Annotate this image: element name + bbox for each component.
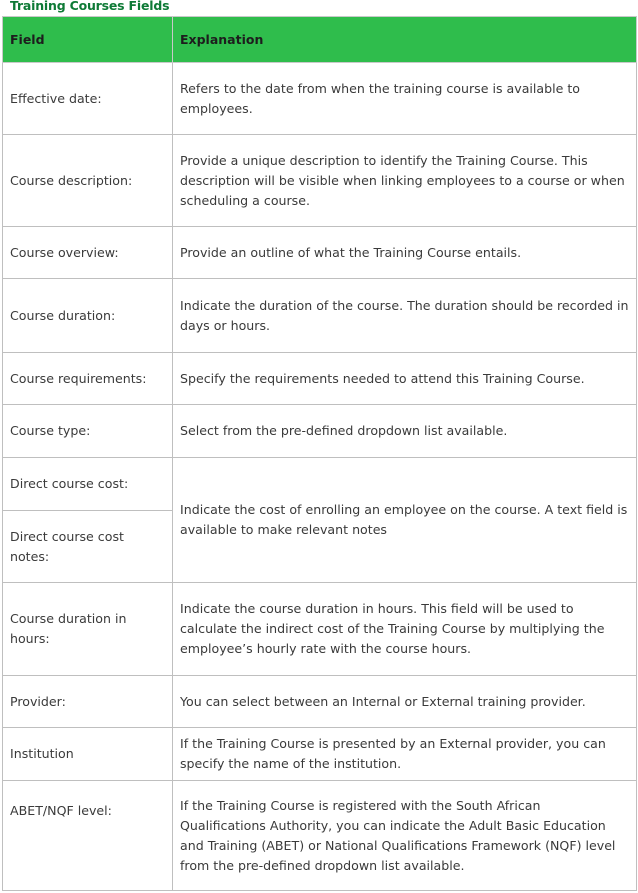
table-row	[3, 781, 637, 891]
field-cell: Course duration:	[3, 279, 173, 353]
field-cell: Course type:	[3, 405, 173, 458]
fields-table	[2, 16, 637, 891]
table-row	[3, 405, 637, 458]
explanation-cell: Select from the pre-defined dropdown list available.	[173, 405, 637, 458]
table-row	[3, 676, 637, 728]
explanation-cell: Provide an outline of what the Training Course entails.	[173, 227, 637, 279]
explanation-cell: Indicate the duration of the course. The duration should be recorded in days or hours.	[173, 279, 637, 353]
table-row	[3, 279, 637, 353]
field-cell: Institution	[3, 728, 173, 781]
table-row	[3, 458, 637, 511]
explanation-cell: Indicate the course duration in hours. This field will be used to calculate the indirect cost of the Training Course by multiplying the employee’s hourly rate with the course hours.	[173, 583, 637, 676]
explanation-cell: Indicate the cost of enrolling an employee on the course. A text field is available to make relevant notes	[173, 458, 637, 583]
table-row	[3, 353, 637, 405]
header-field: Field	[3, 17, 173, 63]
explanation-cell: Provide a unique description to identify the Training Course. This description will be visible when linking employees to a course or when scheduling a course.	[173, 135, 637, 227]
field-cell: ABET/NQF level:	[3, 781, 173, 891]
field-cell: Course requirements:	[3, 353, 173, 405]
field-cell: Effective date:	[3, 63, 173, 135]
explanation-cell: You can select between an Internal or External training provider.	[173, 676, 637, 728]
field-cell: Direct course cost:	[3, 458, 173, 511]
section-title: Training Courses Fields	[10, 0, 170, 13]
explanation-cell: Refers to the date from when the training course is available to employees.	[173, 63, 637, 135]
field-cell: Provider:	[3, 676, 173, 728]
field-cell: Course duration in hours:	[3, 583, 173, 676]
table-row	[3, 63, 637, 135]
table-row	[3, 728, 637, 781]
explanation-cell: If the Training Course is registered with the South African Qualifications Authority, you can indicate the Adult Basic Education and Training (ABET) or National Qualifications Framework (NQF) level from the pre-defined dropdown list available.	[173, 781, 637, 891]
explanation-cell: If the Training Course is presented by an External provider, you can specify the name of the institution.	[173, 728, 637, 781]
header-explanation: Explanation	[173, 17, 637, 63]
table-row	[3, 135, 637, 227]
table-row	[3, 227, 637, 279]
field-cell: Direct course cost notes:	[3, 511, 173, 583]
table-header-row	[3, 17, 637, 63]
table-row	[3, 583, 637, 676]
field-cell: Course overview:	[3, 227, 173, 279]
field-cell: Course description:	[3, 135, 173, 227]
explanation-cell: Specify the requirements needed to attend this Training Course.	[173, 353, 637, 405]
